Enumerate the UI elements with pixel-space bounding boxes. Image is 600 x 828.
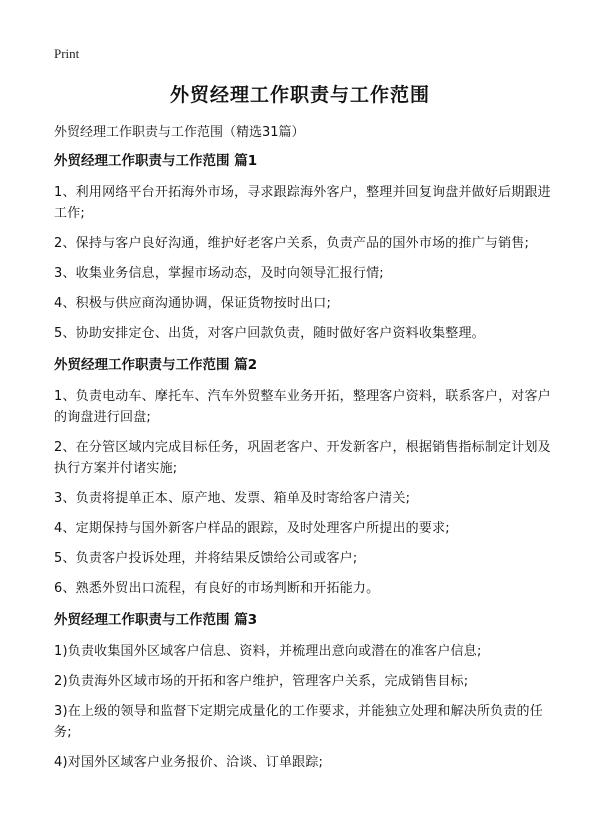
document-subtitle: 外贸经理工作职责与工作范围（精选31篇）	[54, 125, 305, 140]
section-heading: 外贸经理工作职责与工作范围 篇3	[54, 612, 258, 628]
section-1	[54, 150, 554, 344]
section-3	[54, 609, 554, 773]
section-heading: 外贸经理工作职责与工作范围 篇2	[54, 357, 258, 373]
list-item: 3、负责将提单正本、原产地、发票、箱单及时寄给客户清关;	[54, 491, 411, 506]
list-item: 2、在分管区域内完成目标任务，巩固老客户、开发新客户，根据销售指标制定计划及执行方案并付诸实施;	[54, 440, 551, 476]
list-item: 2、保持与客户良好沟通，维护好老客户关系，负责产品的国外市场的推广与销售;	[54, 236, 530, 251]
page-title: 外贸经理工作职责与工作范围	[169, 84, 430, 106]
list-item: 3)在上级的领导和监督下定期完成量化的工作要求，并能独立处理和解决所负责的任务;	[54, 704, 543, 740]
list-item: 3、收集业务信息，掌握市场动态，及时向领导汇报行情;	[54, 266, 384, 281]
list-item: 6、熟悉外贸出口流程，有良好的市场判断和开拓能力。	[54, 581, 380, 596]
list-item: 1、负责电动车、摩托车、汽车外贸整车业务开拓，整理客户资料，联系客户，对客户的询盘进行回盘;	[54, 389, 551, 425]
list-item: 4、积极与供应商沟通协调，保证货物按时出口;	[54, 296, 332, 311]
section-2	[54, 354, 554, 599]
print-label[interactable]: Print	[54, 46, 80, 61]
list-item: 1、利用网络平台开拓海外市场，寻求跟踪海外客户，整理并回复询盘并做好后期跟进工作;	[54, 185, 551, 221]
list-item: 1)负责收集国外区域客户信息、资料，并梳理出意向或潜在的准客户信息;	[54, 644, 482, 659]
section-heading: 外贸经理工作职责与工作范围 篇1	[54, 153, 258, 169]
list-item: 4、定期保持与国外新客户样品的跟踪，及时处理客户所提出的要求;	[54, 521, 450, 536]
list-item: 5、协助安排定仓、出货，对客户回款负责，随时做好客户资料收集整理。	[54, 326, 485, 341]
list-item: 5、负责客户投诉处理，并将结果反馈给公司或客户;	[54, 551, 358, 566]
document-body	[54, 150, 554, 782]
list-item: 2)负责海外区域市场的开拓和客户维护，管理客户关系，完成销售目标;	[54, 674, 469, 689]
list-item: 4)对国外区域客户业务报价、洽谈、订单跟踪;	[54, 755, 324, 770]
